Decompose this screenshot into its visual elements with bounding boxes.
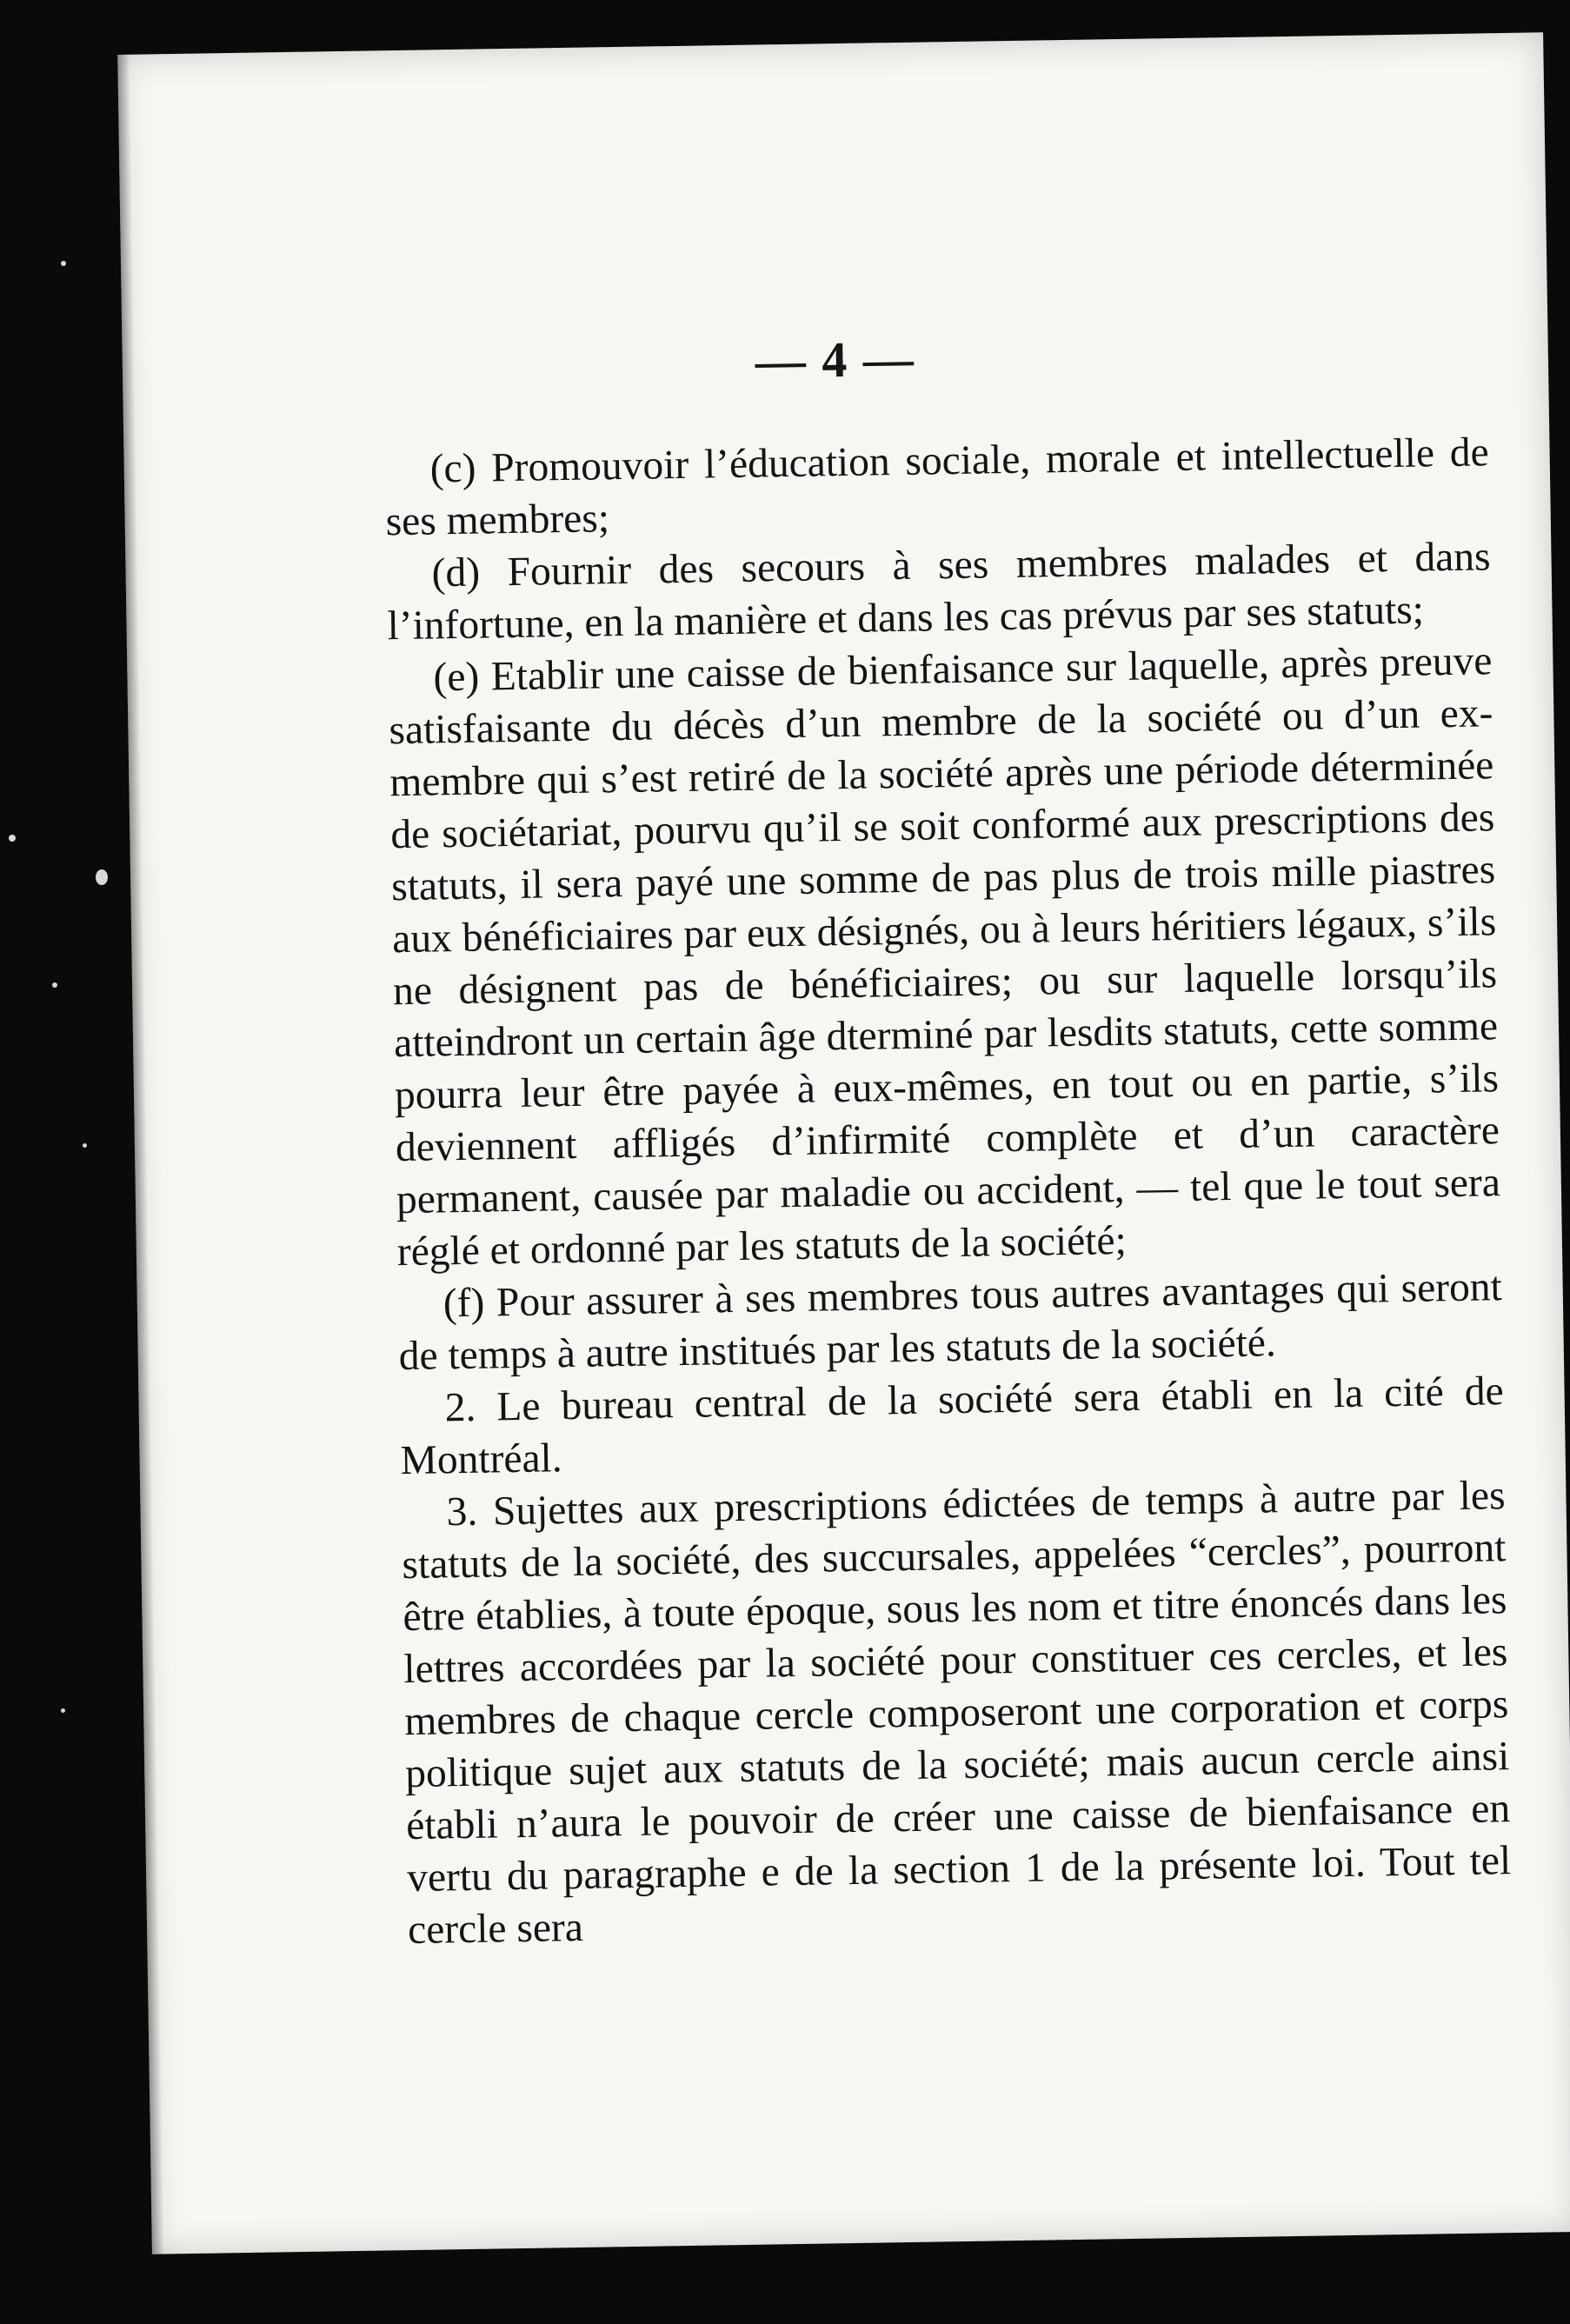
dust-speck: [52, 982, 57, 988]
dust-speck: [61, 1708, 65, 1713]
dust-speck: [61, 261, 66, 266]
paragraph-f: (f) Pour assurer à ses membres tous autres avantages qui seront de temps à autre institués par les statuts de la société.: [398, 1264, 1503, 1380]
paragraph-c: (c) Promouvoir l’éducation sociale, morale et intellectuelle de ses membres;: [385, 430, 1490, 545]
page-number: — 4 —: [755, 330, 916, 390]
dust-speck: [9, 835, 16, 842]
paragraph-e: (e) Etablir une caisse de bienfaisance sur laquelle, après preuve satisfaisante du décès d’un membre de la société ou d’un ex-membre qui s’est retiré de la société après une période déterminée de sociétariat, pourvu qu’il se soit conformé aux prescriptions des statuts, il sera payé une somme de pas plus de trois mille piastres aux bénéficiaires par eux désignés, ou à leurs héritiers légaux, s’ils ne désignent pas de bénéficiaires; ou sur laquelle lorsqu’ils atteindront un certain âge dterminé par lesdits statuts, cette somme pourra leur être payée à eux-mêmes, en tout ou en partie, s’ils deviennent affligés d’infirmité complète et d’un caractère permanent, causée par maladie ou accident, — tel que le tout sera réglé et ordonné par les statuts de la société;: [389, 638, 1501, 1275]
body-text: [384, 426, 1512, 1956]
paragraph-3: 3. Sujettes aux prescriptions édictées de temps à autre par les statuts de la société, des succursales, appelées “cercles”, pourront être établies, à toute époque, sous les nom et titre énoncés dans les lettres accordées par la société pour constituer ces cercles, et les membres de chaque cercle composeront une corporation et corps politique sujet aux statuts de la société; mais aucun cercle ainsi établi n’aura le pouvoir de créer une caisse de bienfaisance en vertu du paragraphe e de la section 1 de la présente loi. Tout tel cercle sera: [402, 1473, 1512, 1954]
paragraph-d: (d) Fournir des secours à ses membres malades et dans l’infortune, en la manière et dans les cas prévus par ses statuts;: [387, 534, 1491, 649]
dust-speck: [96, 869, 108, 885]
paragraph-2: 2. Le bureau central de la société sera établi en la cité de Montréal.: [400, 1368, 1504, 1484]
dust-speck: [83, 1143, 87, 1148]
document-page: [117, 32, 1570, 2254]
